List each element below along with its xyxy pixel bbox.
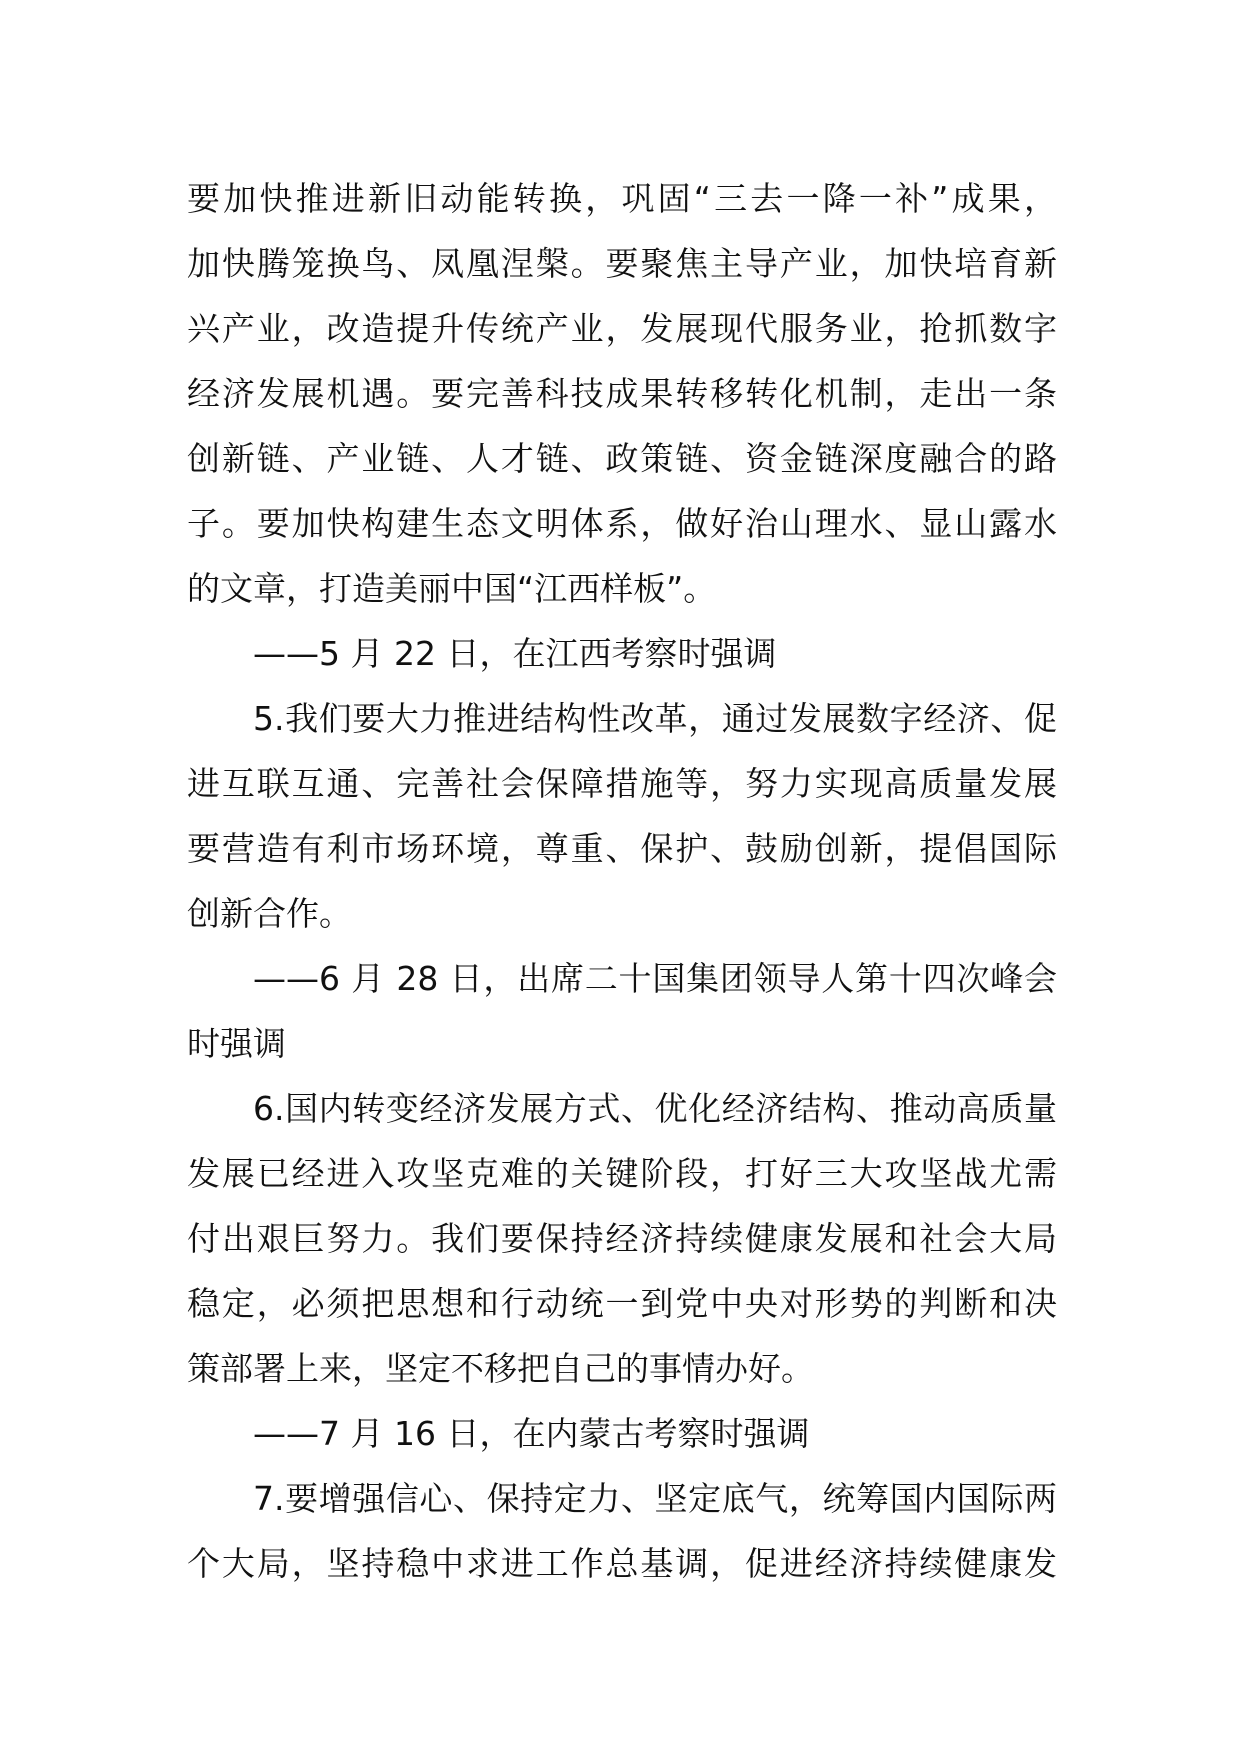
text-line: 要加快推进新旧动能转换，巩固“三去一降一补”成果， (187, 179, 1057, 218)
text-line: 子。要加快构建生态文明体系，做好治山理水、显山露水 (187, 504, 1057, 543)
text-line: 个大局，坚持稳中求进工作总基调，促进经济持续健康发 (187, 1544, 1057, 1583)
text-line: 兴产业，改造提升传统产业，发展现代服务业，抢抓数字 (187, 309, 1057, 348)
text-line: 5.我们要大力推进结构性改革，通过发展数字经济、促 (253, 699, 1057, 738)
text-line: 的文章，打造美丽中国“江西样板”。 (187, 569, 717, 608)
text-line: 时强调 (187, 1024, 286, 1063)
text-line: 6.国内转变经济发展方式、优化经济结构、推动高质量 (253, 1089, 1057, 1128)
text-line: 发展已经进入攻坚克难的关键阶段，打好三大攻坚战尤需 (187, 1154, 1057, 1193)
text-line: 创新链、产业链、人才链、政策链、资金链深度融合的路 (187, 439, 1057, 478)
text-line: ——7 月 16 日，在内蒙古考察时强调 (253, 1414, 810, 1453)
text-line: 付出艰巨努力。我们要保持经济持续健康发展和社会大局 (187, 1219, 1057, 1258)
text-line: ——5 月 22 日，在江西考察时强调 (253, 634, 777, 673)
text-line: 经济发展机遇。要完善科技成果转移转化机制，走出一条 (187, 374, 1057, 413)
text-line: 创新合作。 (187, 894, 352, 933)
text-line: ——6 月 28 日，出席二十国集团领导人第十四次峰会 (253, 959, 1057, 998)
document-body (187, 166, 1057, 1596)
text-line: 进互联互通、完善社会保障措施等，努力实现高质量发展 (187, 764, 1057, 803)
text-line: 加快腾笼换鸟、凤凰涅槃。要聚焦主导产业，加快培育新 (187, 244, 1057, 283)
text-line: 7.要增强信心、保持定力、坚定底气，统筹国内国际两 (253, 1479, 1057, 1518)
text-line: 稳定，必须把思想和行动统一到党中央对形势的判断和决 (187, 1284, 1057, 1323)
text-line: 要营造有利市场环境，尊重、保护、鼓励创新，提倡国际 (187, 829, 1057, 868)
text-line: 策部署上来，坚定不移把自己的事情办好。 (187, 1349, 814, 1388)
